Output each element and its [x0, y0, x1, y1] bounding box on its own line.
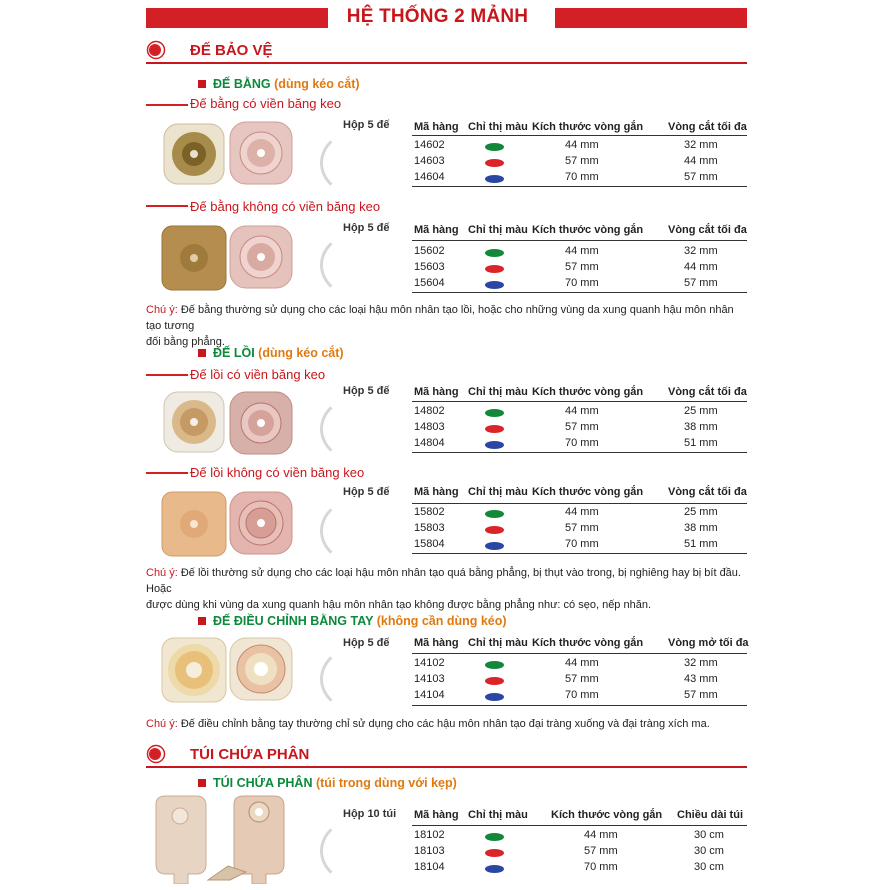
header-color: Chỉ thị màu: [468, 637, 528, 649]
cell-code: 14103: [414, 673, 445, 685]
swoosh-graphic: [320, 818, 396, 884]
cell-code: 18102: [414, 829, 445, 841]
variant-line: [146, 205, 188, 207]
header-size: Kích thước vòng gắn: [551, 809, 663, 821]
cell-size: 57 mm: [565, 522, 599, 534]
product-image-manual: [160, 634, 295, 704]
color-indicator-blue: [485, 175, 504, 183]
page-title: HỆ THỐNG 2 MẢNH: [346, 6, 529, 27]
cell-size: 44 mm: [565, 657, 599, 669]
note-line: Đế lồi thường sử dụng cho các loại hậu môn nhân tạo quá bằng phẳng, bị thụt vào trong, bị nghiêng hay bị bít đầu. Hoặc: [146, 567, 741, 595]
cell-size: 44 mm: [584, 829, 618, 841]
note-flat: [146, 302, 751, 350]
product-image-convex-notape: [160, 488, 295, 558]
swoosh-graphic: [320, 232, 396, 298]
color-indicator-red: [485, 159, 504, 167]
section-bullet-icon: [146, 40, 166, 60]
note-line: được dùng khi vùng da xung quanh hậu môn nhân tạo không được bằng phẳng như: có sẹo, nếp nhăn.: [146, 599, 652, 611]
section-underline: [146, 62, 747, 64]
header-code: Mã hàng: [414, 486, 459, 498]
subsection-marker: [198, 349, 206, 357]
color-indicator-green: [485, 249, 504, 257]
header-code: Mã hàng: [414, 809, 459, 821]
table-rule: [412, 553, 747, 554]
cell-code: 18104: [414, 861, 445, 873]
cell-max: 57 mm: [684, 171, 718, 183]
note-label: Chú ý:: [146, 567, 178, 579]
header-max: Vòng cắt tối đa: [668, 121, 747, 133]
header-code: Mã hàng: [414, 224, 459, 236]
cell-size: 57 mm: [584, 845, 618, 857]
cell-max: 30 cm: [694, 845, 724, 857]
note-label: Chú ý:: [146, 718, 178, 730]
header-color: Chỉ thị màu: [468, 224, 528, 236]
header-max: Vòng cắt tối đa: [668, 386, 747, 398]
cell-code: 15803: [414, 522, 445, 534]
cell-code: 14804: [414, 437, 445, 449]
note-line: Đế điều chỉnh bằng tay thường chỉ sử dụng cho các hậu môn nhân tạo đại tràng xuống và đại tràng xích ma.: [180, 718, 710, 730]
cell-max: 32 mm: [684, 245, 718, 257]
color-indicator-red: [485, 677, 504, 685]
header-size: Kích thước vòng gắn: [532, 486, 644, 498]
cell-code: 14604: [414, 171, 445, 183]
header-color: Chỉ thị màu: [468, 486, 528, 498]
cell-size: 44 mm: [565, 139, 599, 151]
cell-max: 57 mm: [684, 277, 718, 289]
subsection-label: ĐẾ LỒI: [213, 346, 255, 360]
color-indicator-green: [485, 833, 504, 841]
variant-line: [146, 104, 188, 106]
cell-size: 44 mm: [565, 245, 599, 257]
box-quantity: Hộp 10 túi: [343, 808, 397, 820]
cell-max: 57 mm: [684, 689, 718, 701]
section-underline: [146, 766, 747, 768]
color-indicator-red: [485, 526, 504, 534]
section-bullet-icon: [146, 744, 166, 764]
subsection-label: ĐẾ BẰNG: [213, 77, 271, 91]
header-max: Vòng mở tối đa: [668, 637, 749, 649]
cell-code: 15804: [414, 538, 445, 550]
variant-title-flat-tape: Đế bằng có viền băng keo: [190, 96, 342, 111]
section-title-pouch: TÚI CHỨA PHÂN: [190, 746, 310, 763]
note-line: Đế bằng thường sử dụng cho các loại hậu môn nhân tạo lồi, hoặc cho những vùng da xung quanh hậu môn nhân tạo tương: [146, 304, 734, 332]
subsection-note: (dùng kéo cắt): [274, 77, 360, 91]
subsection-marker: [198, 779, 206, 787]
box-quantity: Hộp 5 đế: [343, 637, 390, 649]
header-bar-left: [146, 8, 328, 28]
cell-max: 38 mm: [684, 522, 718, 534]
cell-code: 14104: [414, 689, 445, 701]
product-image-flat-notape: [160, 222, 295, 292]
note-convex: [146, 565, 756, 613]
subsection-marker: [198, 617, 206, 625]
subsection-note: (túi trong dùng với kẹp): [315, 776, 457, 790]
cell-code: 15604: [414, 277, 445, 289]
swoosh-graphic: [320, 396, 396, 462]
table-rule: [412, 825, 747, 826]
header-size: Kích thước vòng gắn: [532, 224, 644, 236]
color-indicator-blue: [485, 542, 504, 550]
color-indicator-blue: [485, 865, 504, 873]
color-indicator-blue: [485, 441, 504, 449]
section-title-protective: ĐẾ BẢO VỆ: [190, 42, 273, 59]
cell-code: 14602: [414, 139, 445, 151]
subsection-title-flat: [213, 77, 360, 91]
color-indicator-green: [485, 409, 504, 417]
color-indicator-red: [485, 849, 504, 857]
cell-max: 43 mm: [684, 673, 718, 685]
cell-size: 57 mm: [565, 421, 599, 433]
note-line: đối bằng phẳng.: [146, 336, 225, 348]
box-quantity: Hộp 5 đế: [343, 385, 390, 397]
variant-line: [146, 472, 188, 474]
cell-size: 70 mm: [565, 689, 599, 701]
cell-size: 70 mm: [584, 861, 618, 873]
header-bar-right: [555, 8, 747, 28]
cell-code: 14803: [414, 421, 445, 433]
cell-max: 38 mm: [684, 421, 718, 433]
table-rule: [412, 240, 747, 241]
color-indicator-red: [485, 425, 504, 433]
table-rule: [412, 452, 747, 453]
swoosh-graphic: [320, 646, 396, 712]
cell-max: 51 mm: [684, 437, 718, 449]
note-label: Chú ý:: [146, 304, 178, 316]
header-max: Vòng cắt tối đa: [668, 224, 747, 236]
variant-title-convex-notape: Đế lồi không có viền băng keo: [190, 465, 365, 480]
cell-max: 51 mm: [684, 538, 718, 550]
swoosh-graphic: [320, 130, 396, 196]
table-rule: [412, 705, 747, 706]
variant-title-convex-tape: Đế lồi có viền băng keo: [190, 367, 326, 382]
subsection-note: (dùng kéo cắt): [258, 346, 344, 360]
header-code: Mã hàng: [414, 121, 459, 133]
color-indicator-green: [485, 143, 504, 151]
swoosh-graphic: [320, 498, 396, 564]
cell-code: 15602: [414, 245, 445, 257]
header-size: Kích thước vòng gắn: [532, 386, 644, 398]
cell-size: 70 mm: [565, 437, 599, 449]
cell-max: 44 mm: [684, 155, 718, 167]
table-rule: [412, 401, 747, 402]
cell-size: 57 mm: [565, 155, 599, 167]
table-rule: [412, 503, 747, 504]
cell-size: 57 mm: [565, 261, 599, 273]
cell-code: 14603: [414, 155, 445, 167]
cell-max: 44 mm: [684, 261, 718, 273]
subsection-title-bag: [213, 776, 457, 790]
cell-max: 30 cm: [694, 861, 724, 873]
box-quantity: Hộp 5 đế: [343, 119, 390, 131]
table-rule: [412, 135, 747, 136]
box-quantity: Hộp 5 đế: [343, 486, 390, 498]
header-color: Chỉ thị màu: [468, 121, 528, 133]
table-rule: [412, 186, 747, 187]
subsection-label: TÚI CHỨA PHÂN: [213, 776, 313, 790]
cell-max: 32 mm: [684, 139, 718, 151]
note-manual: [146, 716, 751, 732]
subsection-title-convex: [213, 346, 344, 360]
header-color: Chỉ thị màu: [468, 386, 528, 398]
subsection-label: ĐẾ ĐIỀU CHỈNH BẰNG TAY: [213, 614, 374, 628]
header-size: Kích thước vòng gắn: [532, 637, 644, 649]
header-max: Chiều dài túi: [677, 809, 743, 821]
header-size: Kích thước vòng gắn: [532, 121, 644, 133]
cell-max: 25 mm: [684, 506, 718, 518]
cell-code: 14802: [414, 405, 445, 417]
cell-size: 44 mm: [565, 506, 599, 518]
cell-size: 44 mm: [565, 405, 599, 417]
box-quantity: Hộp 5 đế: [343, 222, 390, 234]
subsection-title-manual: [213, 614, 507, 628]
color-indicator-red: [485, 265, 504, 273]
product-image-pouch: [150, 794, 300, 884]
variant-line: [146, 374, 188, 376]
cell-size: 70 mm: [565, 277, 599, 289]
cell-size: 70 mm: [565, 538, 599, 550]
product-image-flat-tape: [160, 118, 295, 188]
cell-code: 15802: [414, 506, 445, 518]
product-image-convex-tape: [160, 388, 295, 458]
subsection-marker: [198, 80, 206, 88]
color-indicator-blue: [485, 693, 504, 701]
subsection-note: (không cần dùng kéo): [376, 614, 507, 628]
color-indicator-green: [485, 661, 504, 669]
header-color: Chỉ thị màu: [468, 809, 528, 821]
cell-size: 57 mm: [565, 673, 599, 685]
cell-max: 25 mm: [684, 405, 718, 417]
cell-max: 32 mm: [684, 657, 718, 669]
cell-max: 30 cm: [694, 829, 724, 841]
header-max: Vòng cắt tối đa: [668, 486, 747, 498]
cell-code: 15603: [414, 261, 445, 273]
cell-code: 14102: [414, 657, 445, 669]
variant-title-flat-notape: Đế bằng không có viền băng keo: [190, 199, 381, 214]
table-rule: [412, 653, 747, 654]
header-code: Mã hàng: [414, 386, 459, 398]
color-indicator-green: [485, 510, 504, 518]
table-rule: [412, 292, 747, 293]
header-code: Mã hàng: [414, 637, 459, 649]
cell-code: 18103: [414, 845, 445, 857]
cell-size: 70 mm: [565, 171, 599, 183]
color-indicator-blue: [485, 281, 504, 289]
